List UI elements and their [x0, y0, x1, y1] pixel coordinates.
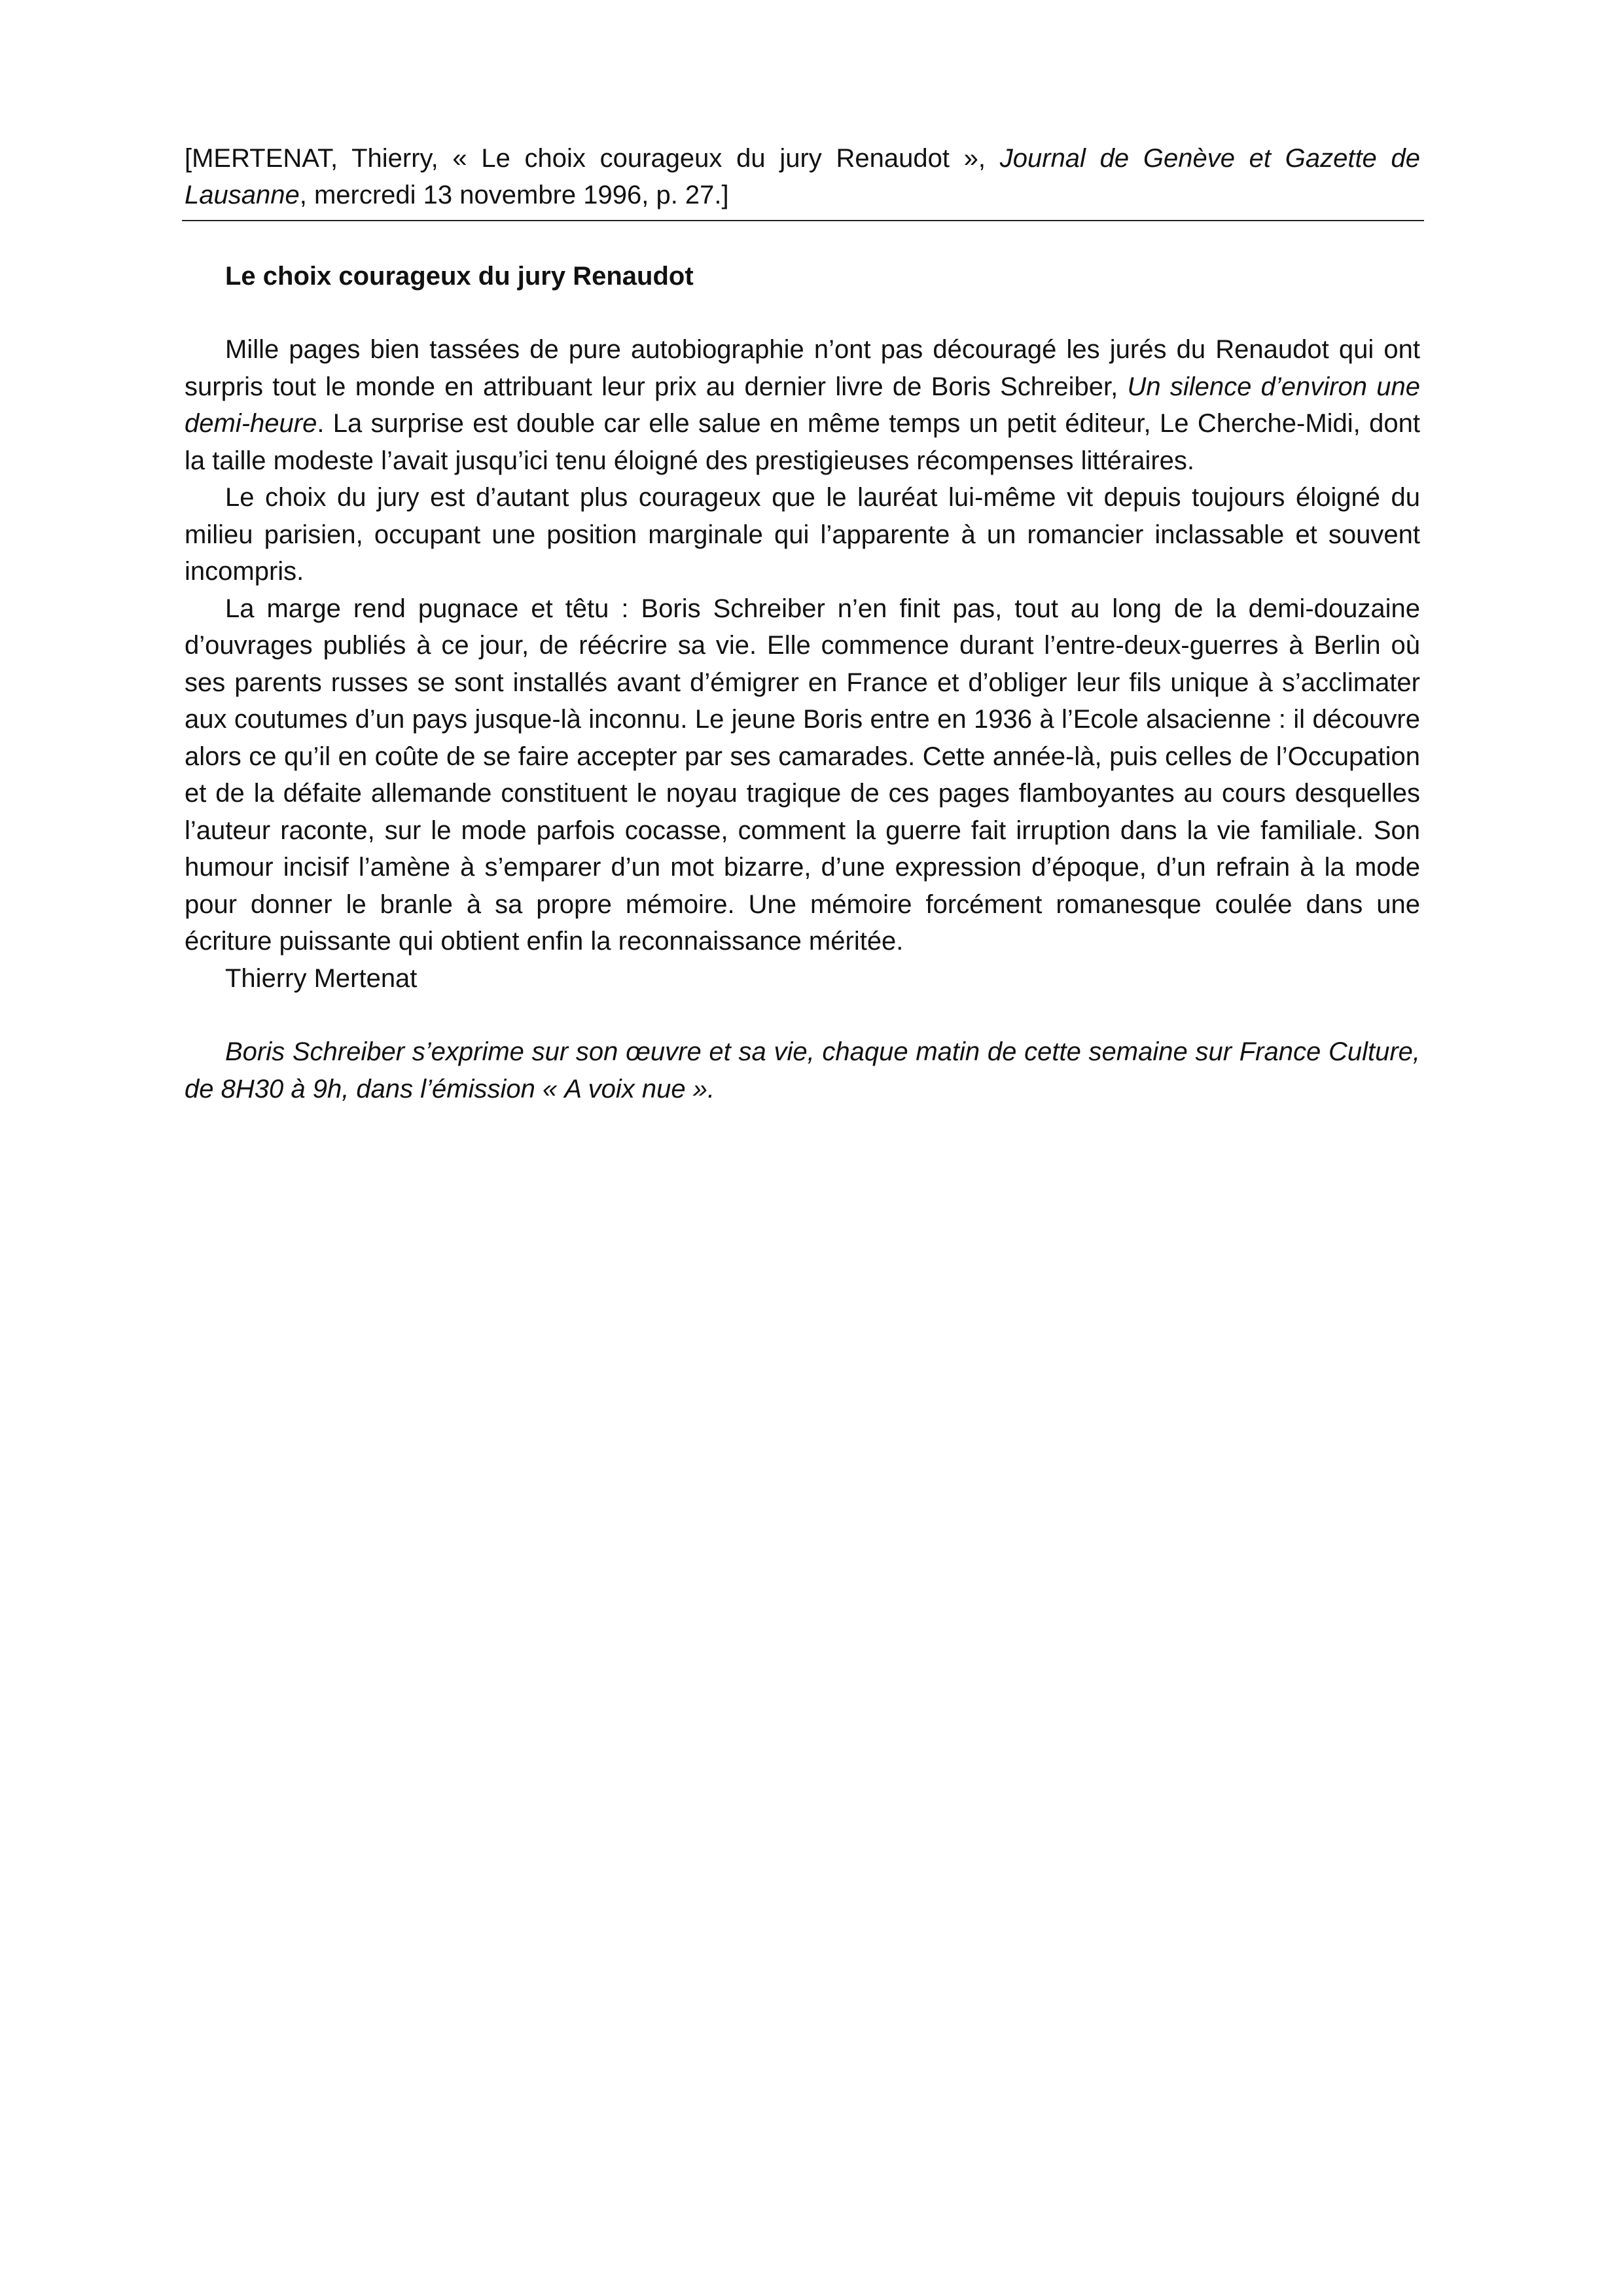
paragraph-1-text-end: . La surprise est double car elle salue en même temps un petit éditeur, Le Cherche-Midi, dont la taille modeste l’avait jusqu’ici tenu éloigné des prestigieuses récompenses littéraires.	[185, 409, 1420, 475]
article-title: Le choix courageux du jury Renaudot	[225, 262, 694, 291]
paragraph-1-text-start: Mille pages bien tassées de pure autobiographie n’ont pas découragé les jurés du Renaudot qui ont surpris tout le monde en attribuant leur prix au dernier livre de Boris Schreiber,	[185, 335, 1420, 401]
citation-details: , mercredi 13 novembre 1996, p. 27.]	[299, 181, 729, 209]
citation-author: [MERTENAT, Thierry, « Le choix courageux du jury Renaudot »,	[185, 144, 1000, 173]
author-signature: Thierry Mertenat	[225, 963, 418, 993]
citation-header	[185, 140, 1420, 213]
paragraph-1	[185, 331, 1420, 479]
book-title: Un silence d’environ une demi-heure	[185, 372, 1421, 438]
citation-divider	[182, 220, 1424, 221]
citation-journal: Journal de Genève et Gazette de Lausanne	[185, 144, 1420, 209]
paragraph-2: Le choix du jury est d’autant plus courageux que le lauréat lui-même vit depuis toujours éloigné du milieu parisien, occupant une position marginale qui l’apparente à un romancier inclassable et souvent incompris.	[185, 483, 1420, 586]
broadcast-note: Boris Schreiber s’exprime sur son œuvre et sa vie, chaque matin de cette semaine sur France Culture, de 8H30 à 9h, dans l’émission « A voix nue ».	[185, 1037, 1420, 1103]
article-body	[185, 331, 1420, 1107]
paragraph-3: La marge rend pugnace et têtu : Boris Schreiber n’en finit pas, tout au long de la demi-douzaine d’ouvrages publiés à ce jour, de réécrire sa vie. Elle commence durant l’entre-deux-guerres à Berlin où ses parents russes se sont installés avant d’émigrer en France et d’obliger leur fils unique à s’acclimater aux coutumes d’un pays jusque-là inconnu. Le jeune Boris entre en 1936 à l’Ecole alsacienne : il découvre alors ce qu’il en coûte de se faire accepter par ses camarades. Cette année-là, puis celles de l’Occupation et de la défaite allemande constituent le noyau tragique de ces pages flamboyantes au cours desquelles l’auteur raconte, sur le mode parfois cocasse, comment la guerre fait irruption dans la vie familiale. Son humour incisif l’amène à s’emparer d’un mot bizarre, d’une expression d’époque, d’un refrain à la mode pour donner le branle à sa propre mémoire. Une mémoire forcément romanesque coulée dans une écriture puissante qui obtient enfin la reconnaissance méritée.	[185, 594, 1420, 956]
